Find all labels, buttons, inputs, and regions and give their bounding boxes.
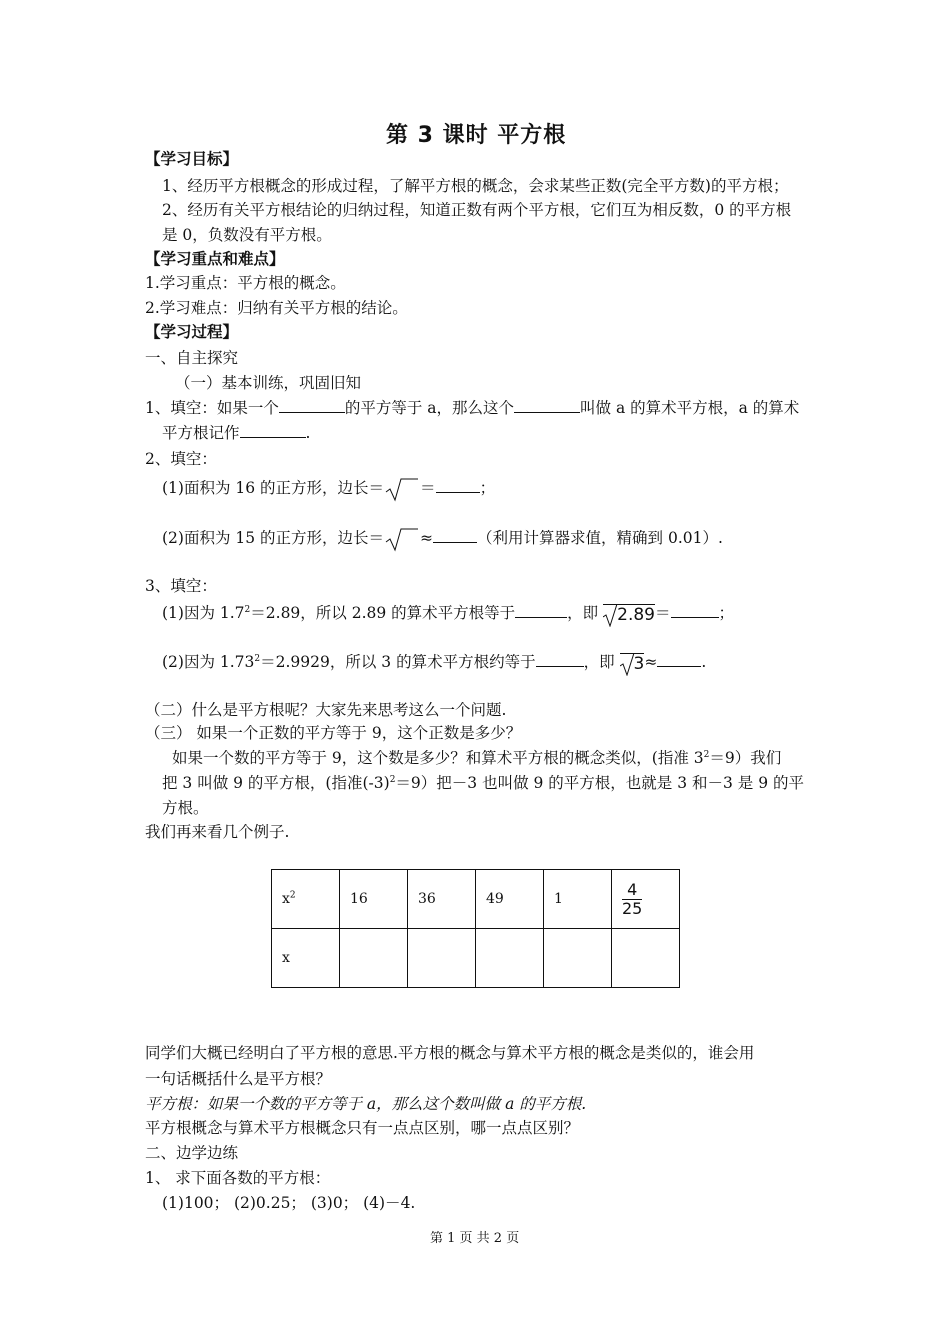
sqrt-3-radicand: 3 — [633, 653, 645, 674]
table-answer-cell[interactable] — [476, 929, 544, 988]
q3-blank-2[interactable] — [671, 602, 719, 618]
q3-label: 3、填空： — [145, 577, 217, 595]
process-heading: 【学习过程】 — [145, 323, 239, 341]
sqrt-symbol-empty-1 — [384, 476, 420, 502]
sqrt-symbol-empty-2 — [384, 526, 420, 552]
q3-line1 — [162, 602, 734, 625]
table-cell: 49 — [476, 870, 544, 929]
q2-l2-text-b: ≈ — [420, 529, 434, 547]
q3-blank-4[interactable] — [657, 651, 701, 667]
para1-line3: 方根。 — [162, 799, 209, 817]
difference-question: 平方根概念与算术平方根概念只有一点点区别，哪一点点区别？ — [145, 1119, 580, 1137]
examples-intro: 我们再来看几个例子. — [145, 823, 290, 841]
fraction-4-25 — [622, 881, 642, 918]
goal-1: 1、经历平方根概念的形成过程，了解平方根的概念，会求某些正数(完全平方数)的平方根； — [162, 177, 789, 195]
q3-l1-text-a: (1)因为 1.7 — [162, 604, 245, 622]
table-answer-cell[interactable] — [408, 929, 476, 988]
q2-line2 — [162, 526, 723, 552]
para1-text-a: 如果一个数的平方等于 9，这个数是多少？和算术平方根的概念类似，(指准 3 — [172, 749, 704, 767]
fraction-numerator: 4 — [622, 881, 642, 900]
part-3: （三） 如果一个正数的平方等于 9，这个正数是多少？ — [145, 724, 522, 742]
page-title: 第 3 课时 平方根 — [386, 123, 567, 148]
exercise-1: 1、 求下面各数的平方根： — [145, 1169, 331, 1187]
table-row-x-squared — [272, 870, 680, 929]
q1-text-e: . — [305, 424, 311, 442]
part-2: （二）什么是平方根呢？大家先来思考这么一个问题. — [145, 701, 507, 719]
table-cell-label-x2 — [272, 870, 340, 929]
q1-text-b: 的平方等于 a，那么这个 — [344, 399, 515, 417]
para2-line1: 同学们大概已经明白了平方根的意思.平方根的概念与算术平方根的概念是类似的，谁会用 — [145, 1044, 755, 1062]
part-1: 一、自主探究 — [145, 349, 239, 367]
key-2: 2.学习难点：归纳有关平方根的结论。 — [145, 299, 408, 317]
q1-text-c: 叫做 a 的算术平方根，a 的算术 — [580, 399, 800, 417]
para1-text-b-end: ＝9）把－3 也叫做 9 的平方根，也就是 3 和－3 是 9 的平 — [395, 774, 805, 792]
sqrt-2-89-radicand: 2.89 — [617, 604, 655, 625]
q1-text-a: 1、填空：如果一个 — [145, 399, 279, 417]
q3-l2-text-d: ≈ — [644, 653, 658, 671]
goal-2b: 是 0，负数没有平方根。 — [162, 226, 332, 244]
q1-text-d: 平方根记作 — [162, 424, 240, 442]
key-heading: 【学习重点和难点】 — [145, 250, 285, 268]
para1-text-a-end: ＝9）我们 — [709, 749, 782, 767]
q1-line1 — [145, 397, 799, 419]
table-cell-label-x: x — [272, 929, 340, 988]
q2-l2-text-c: （利用计算器求值，精确到 0.01）. — [477, 529, 723, 547]
q1-blank-3[interactable] — [240, 422, 306, 438]
x2-label: x — [282, 891, 290, 907]
q2-blank-2[interactable] — [433, 527, 477, 543]
para1-exponent-b: 2 — [389, 774, 396, 785]
table-answer-cell[interactable] — [340, 929, 408, 988]
para1-text-b: 把 3 叫做 9 的平方根，(指准(-3) — [162, 774, 390, 792]
table-cell: 36 — [408, 870, 476, 929]
q3-l1-exponent: 2 — [244, 604, 251, 615]
q3-l1-text-e: ； — [718, 604, 735, 622]
para2-line2: 一句话概括什么是平方根？ — [145, 1070, 332, 1088]
q1-blank-1[interactable] — [279, 397, 345, 413]
table-answer-cell[interactable] — [612, 929, 680, 988]
q2-line1 — [162, 476, 495, 502]
para1-line1 — [172, 747, 781, 769]
page-footer: 第 1 页 共 2 页 — [430, 1231, 520, 1246]
table-cell: 1 — [544, 870, 612, 929]
part-4: 二、边学边练 — [145, 1144, 239, 1162]
q3-blank-1[interactable] — [515, 602, 567, 618]
para1-exponent-a: 2 — [703, 749, 710, 760]
sqrt-2-89 — [603, 604, 655, 625]
table-row-x — [272, 929, 680, 988]
q2-blank-1[interactable] — [436, 477, 480, 493]
q3-l2-text-b: ＝2.9929，所以 3 的算术平方根约等于 — [260, 653, 536, 671]
x2-exponent: 2 — [289, 890, 296, 901]
q2-l2-text-a: (2)面积为 15 的正方形，边长＝ — [162, 529, 385, 547]
q3-l2-text-a: (2)因为 1.73 — [162, 653, 255, 671]
q2-l1-text-c: ； — [479, 479, 496, 497]
definition: 平方根：如果一个数的平方等于 a，那么这个数叫做 a 的平方根. — [145, 1095, 587, 1113]
square-table — [271, 869, 680, 988]
q1-line2 — [162, 422, 310, 444]
q3-blank-3[interactable] — [536, 651, 584, 667]
q2-l1-text-b: ＝ — [420, 479, 436, 497]
fraction-denominator: 25 — [622, 898, 643, 918]
q3-line2 — [162, 651, 706, 674]
q3-l2-text-c: ，即 — [583, 653, 615, 671]
para1-line2 — [162, 772, 804, 794]
sub-1: （一）基本训练，巩固旧知 — [175, 374, 362, 392]
goal-2a: 2、经历有关平方根结论的归纳过程，知道正数有两个平方根，它们互为相反数，0 的平方根 — [162, 201, 792, 219]
q2-l1-text-a: (1)面积为 16 的正方形，边长＝ — [162, 479, 385, 497]
table-cell-fraction — [612, 870, 680, 929]
q2-label: 2、填空： — [145, 450, 217, 468]
q3-l2-exponent: 2 — [254, 653, 261, 664]
q3-l2-text-e: . — [701, 653, 707, 671]
key-1: 1.学习重点：平方根的概念。 — [145, 274, 346, 292]
table-answer-cell[interactable] — [544, 929, 612, 988]
sqrt-3 — [620, 653, 645, 674]
exercise-1-items: (1)100； (2)0.25； (3)0； (4)－4. — [162, 1194, 416, 1212]
goals-heading: 【学习目标】 — [145, 150, 239, 168]
q3-l1-text-c: ，即 — [567, 604, 599, 622]
q3-l1-text-d: ＝ — [654, 604, 671, 622]
q1-blank-2[interactable] — [514, 397, 580, 413]
q3-l1-text-b: ＝2.89，所以 2.89 的算术平方根等于 — [250, 604, 516, 622]
table-cell: 16 — [340, 870, 408, 929]
